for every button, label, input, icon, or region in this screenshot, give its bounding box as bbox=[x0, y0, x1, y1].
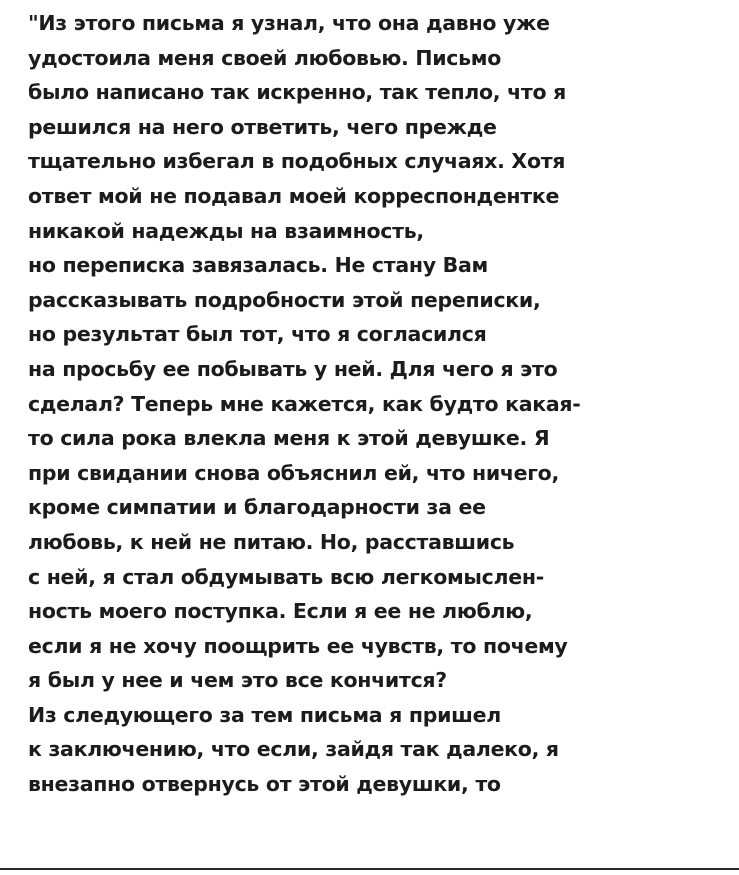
text-line: никакой надежды на взаимность, bbox=[28, 218, 424, 243]
bottom-divider bbox=[0, 868, 739, 870]
text-line: любовь, к ней не питаю. Но, расставшись bbox=[28, 529, 515, 554]
text-line: но результат был тот, что я согласился bbox=[28, 322, 487, 347]
text-line: удостоила меня своей любовью. Письмо bbox=[28, 45, 502, 70]
text-line: ответ мой не подавал моей корреспондентке bbox=[28, 183, 560, 208]
text-line: то сила рока влекла меня к этой девушке. Я bbox=[28, 426, 550, 451]
text-line: с ней, я стал обдумывать всю легкомыслен- bbox=[28, 564, 544, 589]
text-line: но переписка завязалась. Не стану Вам bbox=[28, 253, 488, 278]
text-line: решился на него ответить, чего прежде bbox=[28, 114, 497, 139]
text-line: внезапно отвернусь от этой девушки, то bbox=[28, 772, 501, 797]
text-line: кроме симпатии и благодарности за ее bbox=[28, 495, 486, 520]
text-line: рассказывать подробности этой переписки, bbox=[28, 287, 541, 312]
text-line: "Из этого письма я узнал, что она давно уже bbox=[28, 11, 550, 35]
text-line: ность моего поступка. Если я ее не люблю, bbox=[28, 599, 533, 624]
text-line: к заключению, что если, зайдя так далеко, я bbox=[28, 737, 559, 762]
text-line: Из следующего за тем письма я пришел bbox=[28, 702, 501, 727]
text-line: я был у нее и чем это все кончится? bbox=[28, 668, 447, 693]
text-line: на просьбу ее побывать у ней. Для чего я это bbox=[28, 356, 558, 381]
text-line: было написано так искренно, так тепло, что я bbox=[28, 80, 566, 105]
text-line: сделал? Теперь мне кажется, как будто какая- bbox=[28, 391, 581, 416]
text-line: тщательно избегал в подобных случаях. Хотя bbox=[28, 149, 566, 174]
letter-text bbox=[28, 6, 728, 802]
text-line: при свидании снова объяснил ей, что ничего, bbox=[28, 460, 559, 485]
text-line: если я не хочу поощрить ее чувств, то почему bbox=[28, 633, 568, 658]
